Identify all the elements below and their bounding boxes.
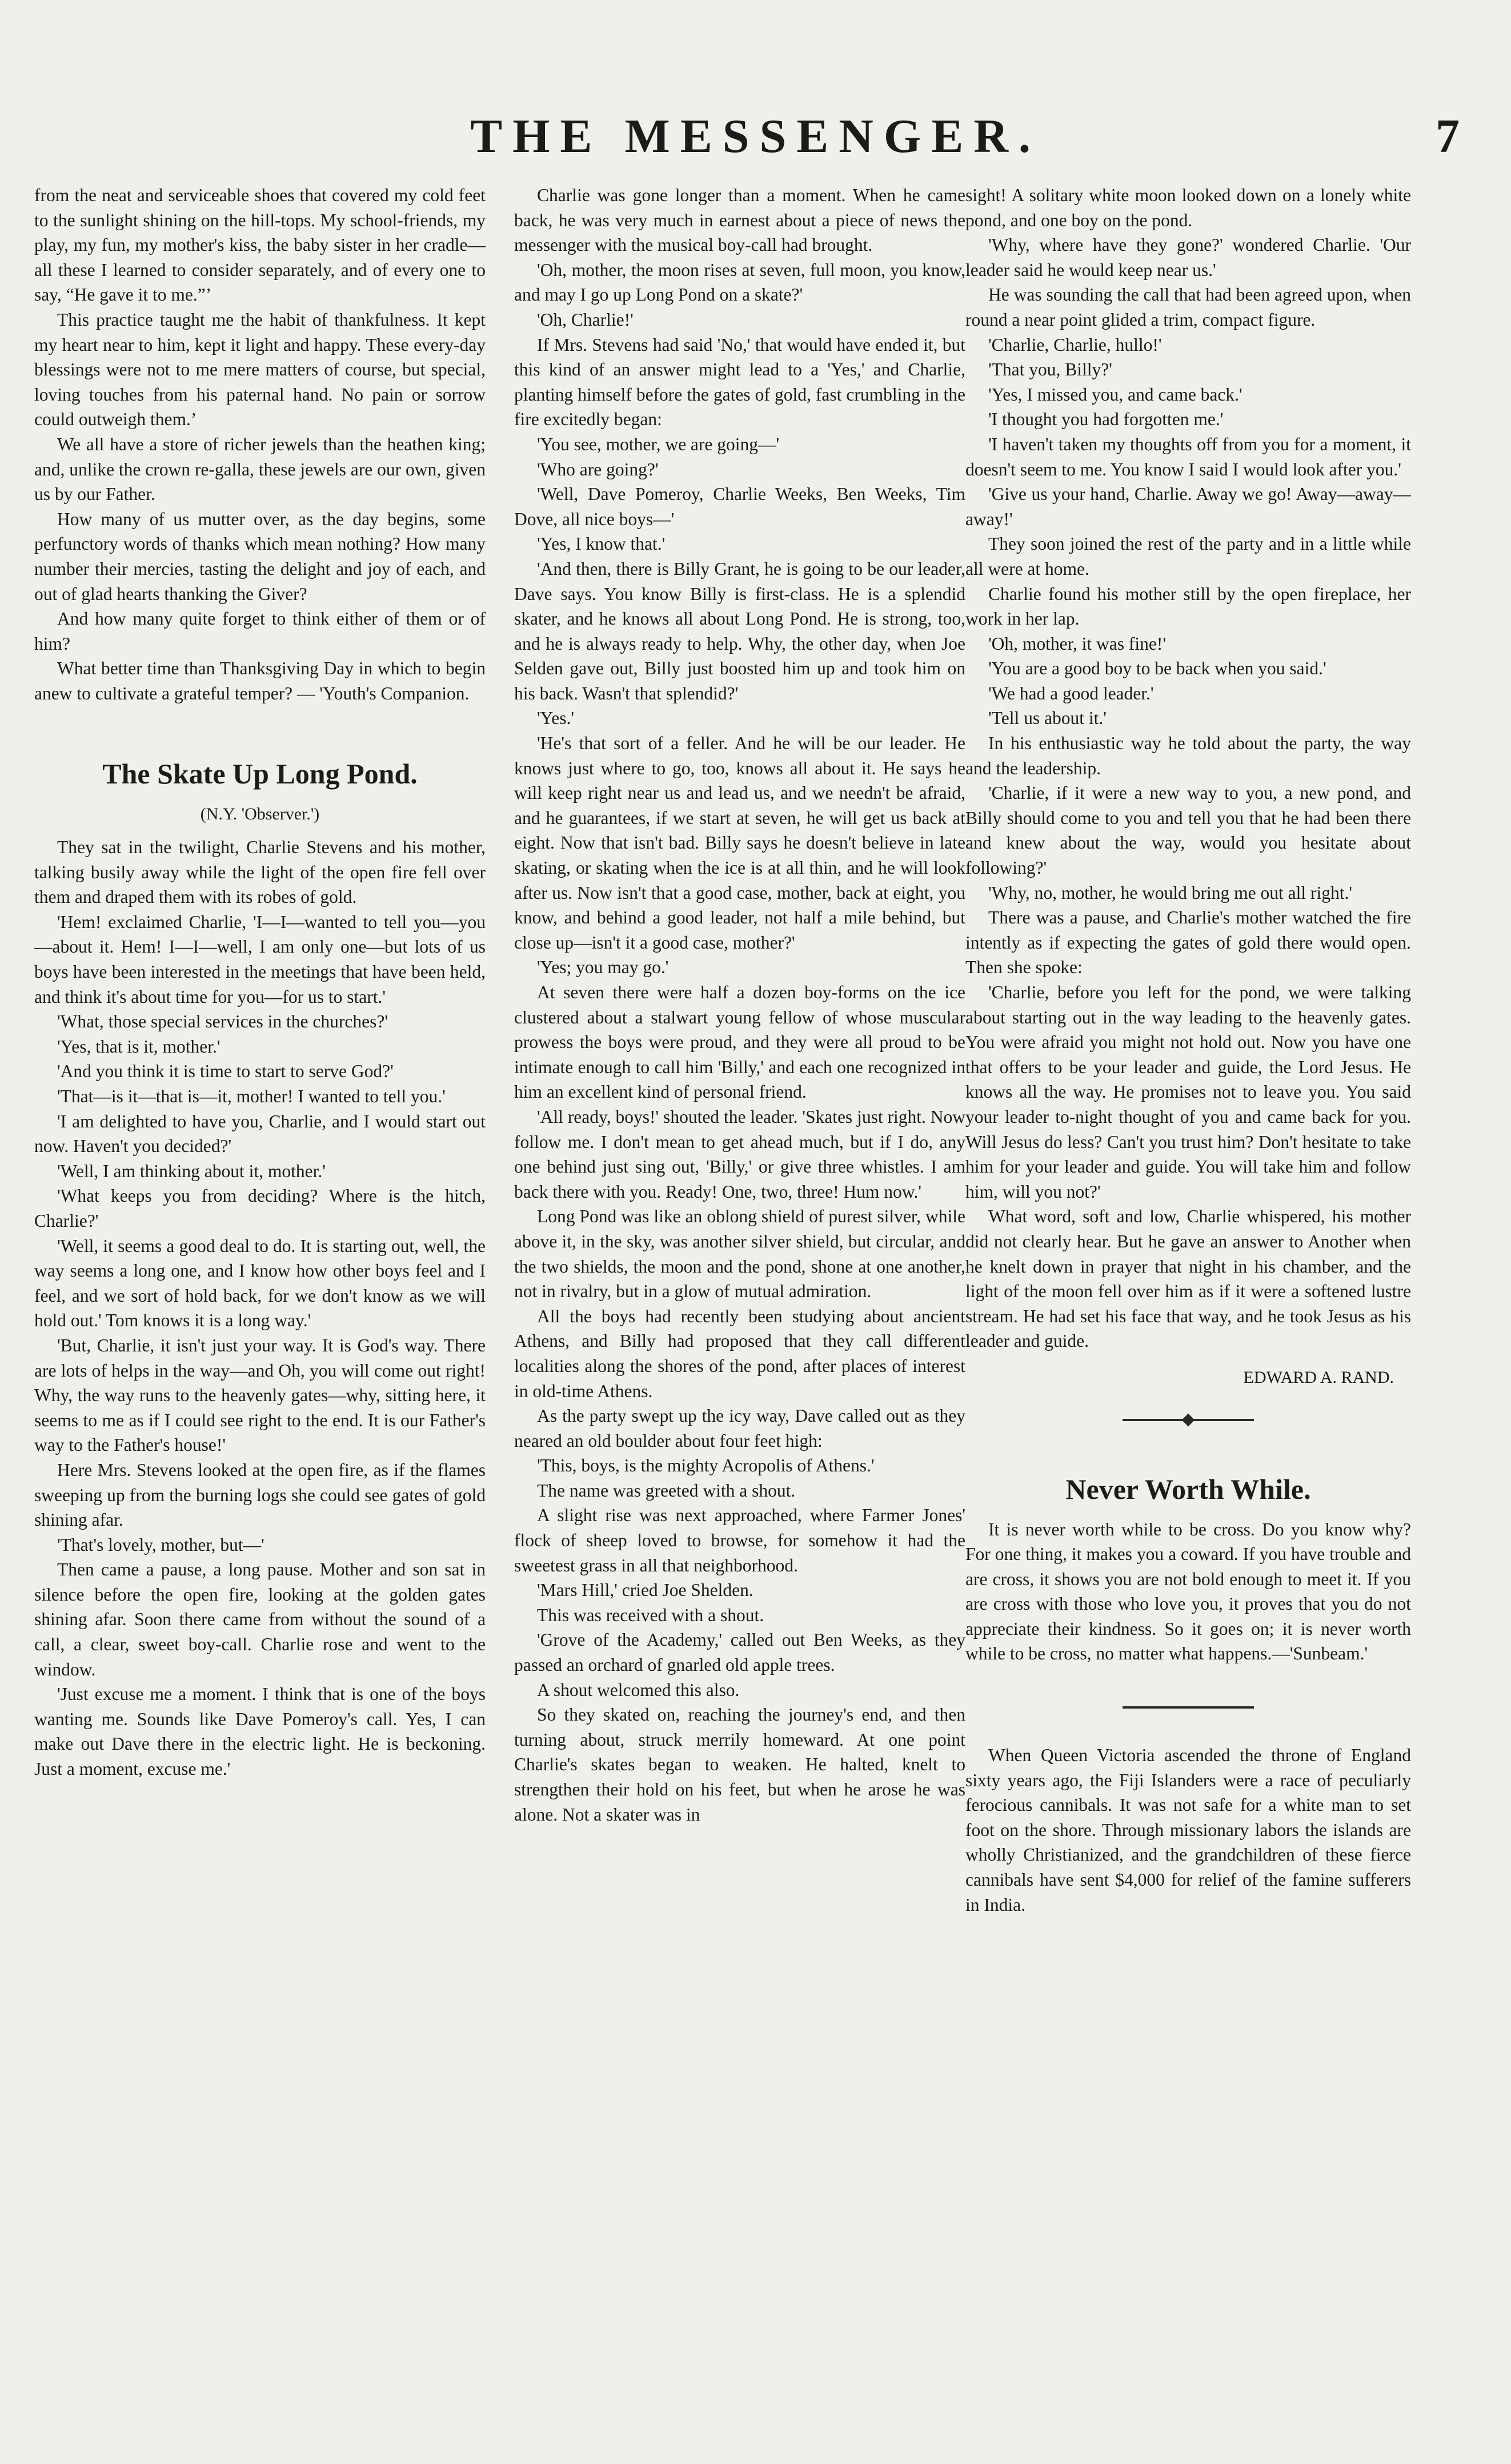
paragraph: This was received with a shout. xyxy=(537,1605,764,1625)
paragraph: 'He's that sort of a feller. And he will be our leader. He knows just where to go, too, knows all about it. He says he will keep right near us and lead us, and we needn't be afraid, and he guarantees, if we start at seven, he will get us back at eight. Now that isn't bad. Billy says he doesn't believe in late skating, or skating when the ice is at all thin, and he will look after us. Now isn't that a good case, mother, back at eight, you know, and behind a good leader, not half a mile behind, but close up—isn't it a good case, mother?' xyxy=(514,733,965,953)
paragraph: So they skated on, reaching the journey's end, and then turning about, struck merrily homeward. At one point Charlie's skates began to weaken. He halted, knelt to strengthen their hold on his feet, but when he arose he was alone. Not a skater was in xyxy=(514,1705,965,1825)
paragraph: 'And you think it is time to start to serve God?' xyxy=(57,1061,394,1082)
paragraph: In his enthusiastic way he told about the party, the way and the leadership. xyxy=(965,733,1411,778)
paragraph: 'You see, mother, we are going—' xyxy=(537,434,780,454)
paragraph: 'Charlie, if it were a new way to you, a new pond, and Billy should come to you and tell you that he had been there and knew about the way, would you hesitate about following?' xyxy=(965,783,1411,878)
article-source: (N.Y. 'Observer.') xyxy=(200,805,320,824)
paragraph: How many of us mutter over, as the day begins, some perfunctory words of thanks which mean nothing? How many number their mercies, tasting the delight and joy of each, and out of glad hearts thanking the Giver? xyxy=(34,509,486,604)
paragraph: 'I thought you had forgotten me.' xyxy=(988,409,1224,430)
paragraph: The name was greeted with a shout. xyxy=(537,1480,796,1501)
paragraph: 'What, those special services in the churches?' xyxy=(57,1011,388,1032)
paragraph: As the party swept up the icy way, Dave called out as they neared an old boulder about four feet high: xyxy=(514,1406,965,1451)
paragraph: 'Give us your hand, Charlie. Away we go! Away—away—away!' xyxy=(965,484,1411,529)
paragraph: He was sounding the call that had been agreed upon, when round a near point glided a trim, compact figure. xyxy=(965,285,1411,330)
paragraph: 'Well, I am thinking about it, mother.' xyxy=(57,1161,326,1181)
paragraph: What better time than Thanksgiving Day in which to begin anew to cultivate a grateful temper? — 'Youth's Companion. xyxy=(34,658,486,703)
paragraph: There was a pause, and Charlie's mother watched the fire intently as if expecting the gates of gold there would open. Then she spoke: xyxy=(965,907,1411,978)
paragraph: At seven there were half a dozen boy-forms on the ice clustered about a stalwart young fellow of whose muscular prowess the boys were proud, and they were all proud to be intimate enough to call him 'Billy,' and each one recognized in him an excellent kind of personal friend. xyxy=(514,982,965,1102)
paragraph: They sat in the twilight, Charlie Stevens and his mother, talking busily away while the light of the open fire fell over them and draped them with its robes of gold. xyxy=(34,837,486,907)
article-title-skate-up-long-pond: The Skate Up Long Pond. xyxy=(102,758,418,790)
paragraph: 'Charlie, Charlie, hullo!' xyxy=(988,334,1162,355)
paragraph: 'And then, there is Billy Grant, he is going to be our leader, Dave says. You know Billy is first-class. He is a splendid skater, and he knows all about Long Pond. He is strong, too, and he is always ready to help. Why, the other day, when Joe Selden gave out, Billy just boosted him up and took him on his back. Wasn't that splendid?' xyxy=(514,558,965,703)
column-3 xyxy=(965,183,1411,2434)
paragraph: 'But, Charlie, it isn't just your way. It is God's way. There are lots of helps in the way—and Oh, you will come out right! Why, the way runs to the heavenly gates—why, sitting here, it seems to me as if I could see right to the end. It is our Father's way to the Father's house!' xyxy=(34,1335,486,1455)
paragraph: 'Well, Dave Pomeroy, Charlie Weeks, Ben Weeks, Tim Dove, all nice boys—' xyxy=(514,484,965,529)
paragraph: 'This, boys, is the mighty Acropolis of Athens.' xyxy=(537,1455,875,1476)
paragraph: 'Well, it seems a good deal to do. It is starting out, well, the way seems a long one, and I know how other boys feel and I feel, and we sort of hold back, for we don't know as we will hold out.' Tom knows it is a long way.' xyxy=(34,1235,486,1331)
paragraph: 'Grove of the Academy,' called out Ben Weeks, as they passed an orchard of gnarled old apple trees. xyxy=(514,1630,965,1675)
paragraph: We all have a store of richer jewels than the heathen king; and, unlike the crown re-galla, these jewels are our own, given us by our Father. xyxy=(34,434,486,505)
paragraph: It is never worth while to be cross. Do you know why? For one thing, it makes you a coward. If you have trouble and are cross, it shows you are not bold enough to meet it. If you are cross with those who love you, it proves that you do not appreciate their kindness. So it goes on; it is never worth while to be cross, no matter what happens.—'Sunbeam.' xyxy=(965,1519,1411,1664)
column-1 xyxy=(34,183,486,2434)
masthead xyxy=(0,109,1511,171)
paragraph: 'Hem! exclaimed Charlie, 'I—I—wanted to tell you—you—about it. Hem! I—I—well, I am only one—but lots of us boys have been interested in the meetings that have been held, and think it's about time for you—for us to start.' xyxy=(34,911,486,1007)
paragraph: 'Mars Hill,' cried Joe Shelden. xyxy=(537,1580,754,1601)
author-signature: EDWARD A. RAND. xyxy=(1243,1367,1394,1387)
paragraph: 'We had a good leader.' xyxy=(988,683,1154,703)
paragraph: 'All ready, boys!' shouted the leader. 'Skates just right. Now follow me. I don't mean to get ahead much, but if I do, any one behind just sing out, 'Billy,' or give three whistles. I am back there with you. Ready! One, two, three! Hum now.' xyxy=(514,1106,965,1202)
paragraph: 'Charlie, before you left for the pond, we were talking about starting out in the way leading to the heavenly gates. You were afraid you might not hold out. Now you have one that offers to be your leader and guide, the Lord Jesus. He knows all the way. He promises not to leave you. You said your leader to-night thought of you and came back for you. Will Jesus do less? Can't you trust him? Don't hesitate to take him for your leader and guide. You will take him and follow him, will you not?' xyxy=(965,982,1411,1202)
paragraph: 'Tell us about it.' xyxy=(988,708,1107,729)
paragraph: A shout welcomed this also. xyxy=(537,1679,740,1700)
paragraph: 'Yes; you may go.' xyxy=(537,957,669,978)
divider xyxy=(1123,1706,1254,1709)
paragraph: sight! A solitary white moon looked down on a lonely white pond, and one boy on the pond. xyxy=(965,185,1411,230)
paragraph: 'I haven't taken my thoughts off from you for a moment, it doesn't seem to me. You know I said I would look after you.' xyxy=(965,434,1411,479)
divider xyxy=(1123,1419,1254,1421)
masthead-title: THE MESSENGER. xyxy=(470,110,1041,163)
page-number: 7 xyxy=(1436,110,1460,163)
paragraph: 'Yes, I know that.' xyxy=(537,534,666,554)
paragraph: 'Just excuse me a moment. I think that is one of the boys wanting me. Sounds like Dave Pomeroy's call. Yes, I can make out Dave there in the electric light. He is beckoning. Just a moment, excuse me.' xyxy=(34,1684,486,1779)
paragraph: 'Why, where have they gone?' wondered Charlie. 'Our leader said he would keep near us.' xyxy=(965,235,1411,280)
paragraph: from the neat and serviceable shoes that covered my cold feet to the sunlight shining on the hill-tops. My school-friends, my play, my fun, my mother's kiss, the baby sister in her cradle—all these I learned to consider separately, and of every one to say, “He gave it to me.”’ xyxy=(34,185,486,305)
paragraph: They soon joined the rest of the party and in a little while all were at home. xyxy=(965,534,1411,579)
paragraph: When Queen Victoria ascended the throne of England sixty years ago, the Fiji Islanders were a race of peculiarly ferocious cannibals. It was not safe for a white man to set foot on the shore. Through missionary labors the islands are wholly Christianized, and the grandchildren of these fierce cannibals have sent $4,000 for relief of the famine sufferers in India. xyxy=(965,1745,1411,1915)
paragraph: A slight rise was next approached, where Farmer Jones' flock of sheep loved to browse, for somehow it had the sweetest grass in all that neighborhood. xyxy=(514,1505,965,1575)
paragraph: Then came a pause, a long pause. Mother and son sat in silence before the open fire, looking at the golden gates shining afar. Soon there came from without the sound of a call, a clear, sweet boy-call. Charlie rose and went to the window. xyxy=(34,1559,486,1679)
paragraph: 'Yes, that is it, mother.' xyxy=(57,1036,221,1057)
paragraph: 'That—is it—that is—it, mother! I wanted to tell you.' xyxy=(57,1086,446,1106)
paragraph: 'Who are going?' xyxy=(537,459,659,479)
paragraph: Charlie found his mother still by the open fireplace, her work in her lap. xyxy=(965,583,1411,629)
paragraph: And how many quite forget to think either of them or of him? xyxy=(34,609,486,654)
paragraph: 'What keeps you from deciding? Where is the hitch, Charlie?' xyxy=(34,1186,486,1231)
paragraph: This practice taught me the habit of thankfulness. It kept my heart near to him, kept it light and happy. These every-day blessings were not to me mere matters of course, but special, loving touches from his paternal hand. No pain or sorrow could outweigh them.’ xyxy=(34,309,486,430)
paragraph: If Mrs. Stevens had said 'No,' that would have ended it, but this kind of an answer might lead to a 'Yes,' and Charlie, planting himself before the gates of gold, fast crumbling in the fire excitedly began: xyxy=(514,334,965,430)
article-title-never-worth-while: Never Worth While. xyxy=(1065,1473,1311,1505)
paragraph: 'Why, no, mother, he would bring me out all right.' xyxy=(988,882,1353,903)
paragraph: Charlie was gone longer than a moment. When he came back, he was very much in earnest about a piece of news the messenger with the musical boy-call had brought. xyxy=(514,185,965,255)
paragraph: 'Yes.' xyxy=(537,708,575,729)
paragraph: All the boys had recently been studying about ancient Athens, and Billy had proposed that they call different localities along the shores of the pond, after places of interest in old-time Athens. xyxy=(514,1306,965,1401)
paragraph: 'That you, Billy?' xyxy=(988,359,1112,380)
paragraph: 'That's lovely, mother, but—' xyxy=(57,1534,264,1555)
paragraph: 'I am delighted to have you, Charlie, and I would start out now. Haven't you decided?' xyxy=(34,1111,486,1157)
paragraph: 'You are a good boy to be back when you said.' xyxy=(988,658,1326,679)
paragraph: What word, soft and low, Charlie whispered, his mother did not clearly hear. But he gave an answer to Another when he knelt down in prayer that night in his chamber, and the light of the moon fell over him as if it were a softened lustre stream. He had set his face that way, and he took Jesus as his leader and guide. xyxy=(965,1206,1411,1351)
paragraph: Here Mrs. Stevens looked at the open fire, as if the flames sweeping up from the burning logs she could see gates of gold shining afar. xyxy=(34,1459,486,1530)
paragraph: 'Oh, Charlie!' xyxy=(537,309,634,330)
paragraph: 'Yes, I missed you, and came back.' xyxy=(988,384,1243,405)
paragraph: 'Oh, mother, the moon rises at seven, full moon, you know, and may I go up Long Pond on a skate?' xyxy=(514,259,965,305)
paragraph: 'Oh, mother, it was fine!' xyxy=(988,633,1167,654)
paragraph: Long Pond was like an oblong shield of purest silver, while above it, in the sky, was another silver shield, but circular, and the two shields, the moon and the pond, shone at one another, not in rivalry, but in a glow of mutual admiration. xyxy=(514,1206,965,1302)
column-2 xyxy=(514,183,965,2434)
